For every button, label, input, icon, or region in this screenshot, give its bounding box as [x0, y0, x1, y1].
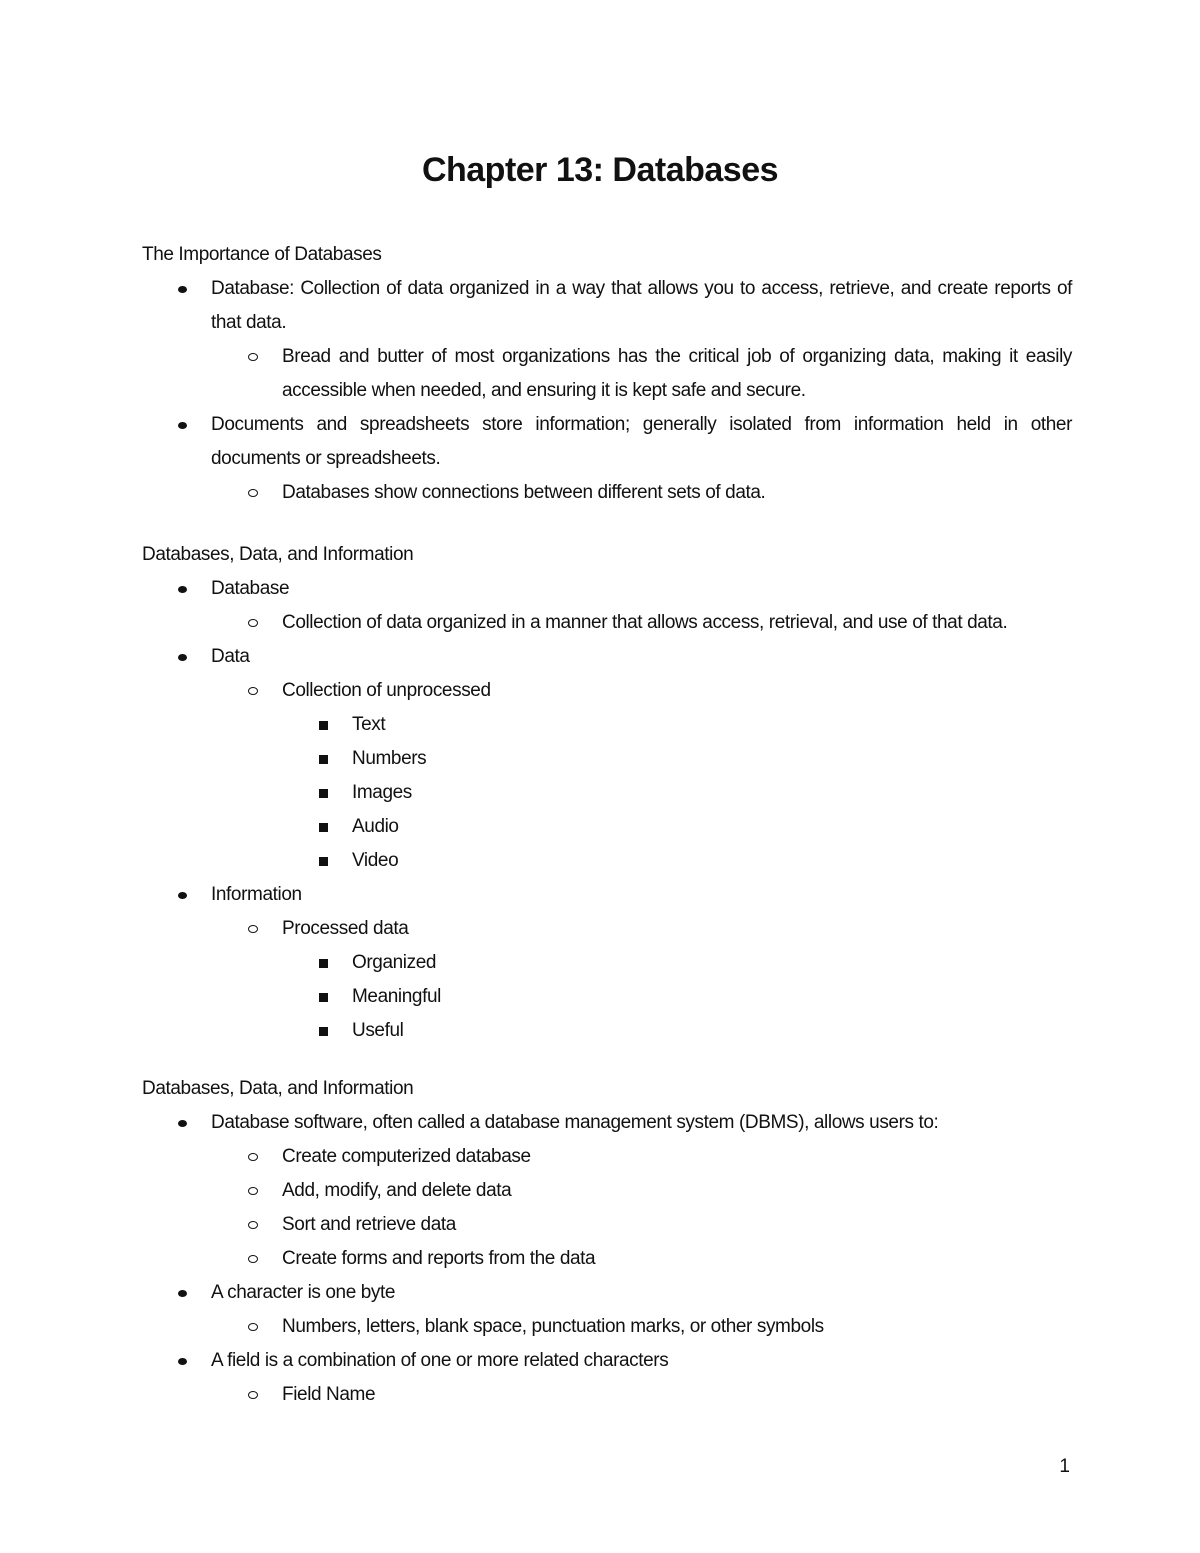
- list-item-text: Bread and butter of most organizations has the critical job of organizing data, making it easily accessible when needed, and ensuring it is kept safe and secure.: [282, 346, 1072, 401]
- list-item-text: Numbers, letters, blank space, punctuation marks, or other symbols: [282, 1316, 824, 1337]
- bullet-circle-icon: [248, 1174, 258, 1208]
- bullet-disc-icon: [178, 878, 187, 912]
- list-item-text: Information: [211, 884, 302, 905]
- bullet-square-icon: [319, 810, 328, 844]
- list-item: [142, 844, 1072, 878]
- bullet-circle-icon: [248, 1378, 258, 1412]
- list-item: [142, 606, 1072, 640]
- list-item-text: Organized: [352, 952, 437, 973]
- list-item: [142, 476, 1072, 510]
- list-item: [142, 1310, 1072, 1344]
- list-item: [142, 878, 1072, 912]
- list-item-text: Create forms and reports from the data: [282, 1248, 596, 1269]
- list-item-text: Database: Collection of data organized in a way that allows you to access, retrieve, and create reports of that data.: [211, 278, 1072, 333]
- bullet-circle-icon: [248, 476, 258, 510]
- bullet-square-icon: [319, 708, 328, 742]
- list-item-text: Add, modify, and delete data: [282, 1180, 512, 1201]
- list-item: [142, 1174, 1072, 1208]
- list-item-text: Sort and retrieve data: [282, 1214, 456, 1235]
- bullet-square-icon: [319, 946, 328, 980]
- bullet-square-icon: [319, 742, 328, 776]
- section-importance-of-databases: [142, 238, 1072, 510]
- list-item: [142, 708, 1072, 742]
- section-dbms: [142, 1072, 1072, 1412]
- list-item-text: Processed data: [282, 918, 409, 939]
- list-item-text: Audio: [352, 816, 399, 837]
- bullet-circle-icon: [248, 606, 258, 640]
- list-item: [142, 674, 1072, 708]
- bullet-disc-icon: [178, 272, 187, 306]
- list-item-text: Images: [352, 782, 412, 803]
- bullet-disc-icon: [178, 640, 187, 674]
- section-heading: Databases, Data, and Information: [142, 544, 414, 565]
- bullet-disc-icon: [178, 1106, 187, 1140]
- bullet-circle-icon: [248, 1242, 258, 1276]
- list-item: [142, 1276, 1072, 1310]
- list-item: [142, 912, 1072, 946]
- list-item: [142, 1106, 1072, 1140]
- list-item-text: Field Name: [282, 1384, 376, 1405]
- bullet-list: [142, 1106, 1072, 1412]
- list-item-text: Database: [211, 578, 290, 599]
- bullet-disc-icon: [178, 1276, 187, 1310]
- list-item: [142, 572, 1072, 606]
- section-heading: Databases, Data, and Information: [142, 1078, 414, 1099]
- bullet-square-icon: [319, 1014, 328, 1048]
- list-item: [142, 640, 1072, 674]
- list-item-text: Databases show connections between different sets of data.: [282, 482, 766, 503]
- list-item: [142, 810, 1072, 844]
- list-item-text: Video: [352, 850, 399, 871]
- list-item-text: Collection of unprocessed: [282, 680, 491, 701]
- page-number: 1: [1059, 1456, 1070, 1477]
- list-item: [142, 776, 1072, 810]
- list-item-text: Create computerized database: [282, 1146, 531, 1167]
- section-databases-data-information: [142, 538, 1072, 1048]
- list-item-text: Text: [352, 714, 386, 735]
- list-item-text: A character is one byte: [211, 1282, 396, 1303]
- bullet-square-icon: [319, 844, 328, 878]
- bullet-list: [142, 272, 1072, 510]
- list-item: [142, 340, 1072, 408]
- list-item: [142, 1140, 1072, 1174]
- list-item: [142, 1208, 1072, 1242]
- bullet-square-icon: [319, 980, 328, 1014]
- list-item: [142, 272, 1072, 340]
- list-item-text: Database software, often called a database management system (DBMS), allows users to:: [211, 1112, 939, 1133]
- list-item: [142, 1344, 1072, 1378]
- list-item-text: Useful: [352, 1020, 404, 1041]
- bullet-circle-icon: [248, 912, 258, 946]
- list-item-text: Documents and spreadsheets store information; generally isolated from information held in other documents or spreadsheets.: [211, 414, 1072, 469]
- list-item-text: Collection of data organized in a manner that allows access, retrieval, and use of that data.: [282, 612, 1008, 633]
- list-item: [142, 742, 1072, 776]
- bullet-circle-icon: [248, 340, 258, 374]
- section-heading: The Importance of Databases: [142, 244, 382, 265]
- bullet-disc-icon: [178, 572, 187, 606]
- list-item: [142, 1242, 1072, 1276]
- list-item: [142, 980, 1072, 1014]
- list-item: [142, 946, 1072, 980]
- page-title: Chapter 13: Databases: [421, 151, 779, 189]
- list-item: [142, 1014, 1072, 1048]
- list-item-text: Data: [211, 646, 250, 667]
- bullet-circle-icon: [248, 1208, 258, 1242]
- bullet-disc-icon: [178, 1344, 187, 1378]
- list-item: [142, 1378, 1072, 1412]
- list-item-text: Meaningful: [352, 986, 441, 1007]
- bullet-circle-icon: [248, 674, 258, 708]
- bullet-circle-icon: [248, 1140, 258, 1174]
- list-item-text: Numbers: [352, 748, 427, 769]
- bullet-circle-icon: [248, 1310, 258, 1344]
- list-item-text: A field is a combination of one or more related characters: [211, 1350, 669, 1371]
- bullet-square-icon: [319, 776, 328, 810]
- bullet-disc-icon: [178, 408, 187, 442]
- bullet-list: [142, 572, 1072, 1048]
- list-item: [142, 408, 1072, 476]
